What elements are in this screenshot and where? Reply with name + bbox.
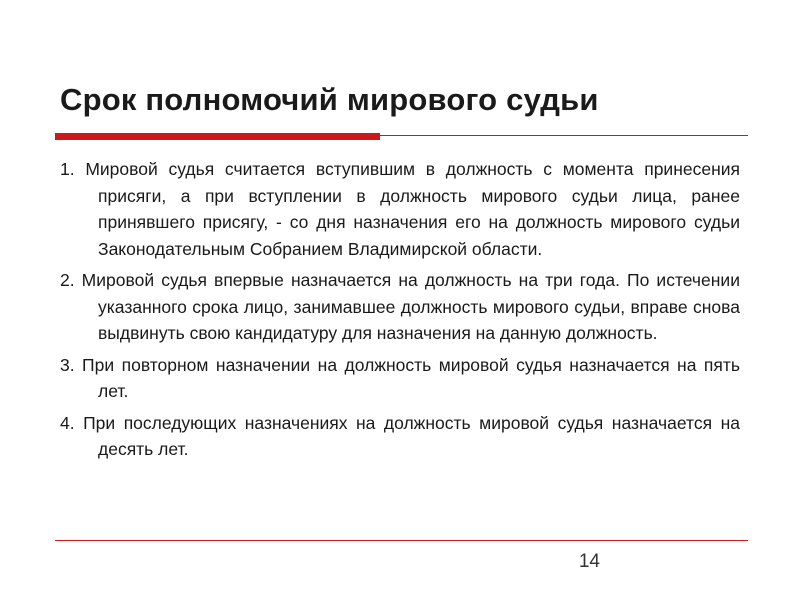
list-item: 4. При последующих назначениях на должность мировой судья назначается на десять лет. xyxy=(60,412,740,459)
list-item: 3. При повторном назначении на должность мировой судья назначается на пять лет. xyxy=(60,354,740,401)
title-underline-accent xyxy=(55,133,380,140)
slide-title: Срок полномочий мирового судьи xyxy=(60,82,599,117)
page-number: 14 xyxy=(578,551,600,572)
slide-body-list xyxy=(60,156,740,468)
list-item: 2. Мировой судья впервые назначается на должность на три года. По истечении указанного срока лицо, занимавшее должность мирового судьи, вправе снова выдвинуть свою кандидатуру для назначения на данную должность. xyxy=(60,270,740,343)
list-item: 1. Мировой судья считается вступившим в должность с момента принесения присяги, а при вступлении в должность мирового судьи лица, ранее принявшего присягу, - со дня назначения его на должность мирового судьи Законодательным Собранием Владимирской области. xyxy=(60,159,740,259)
footer-divider xyxy=(55,540,748,541)
